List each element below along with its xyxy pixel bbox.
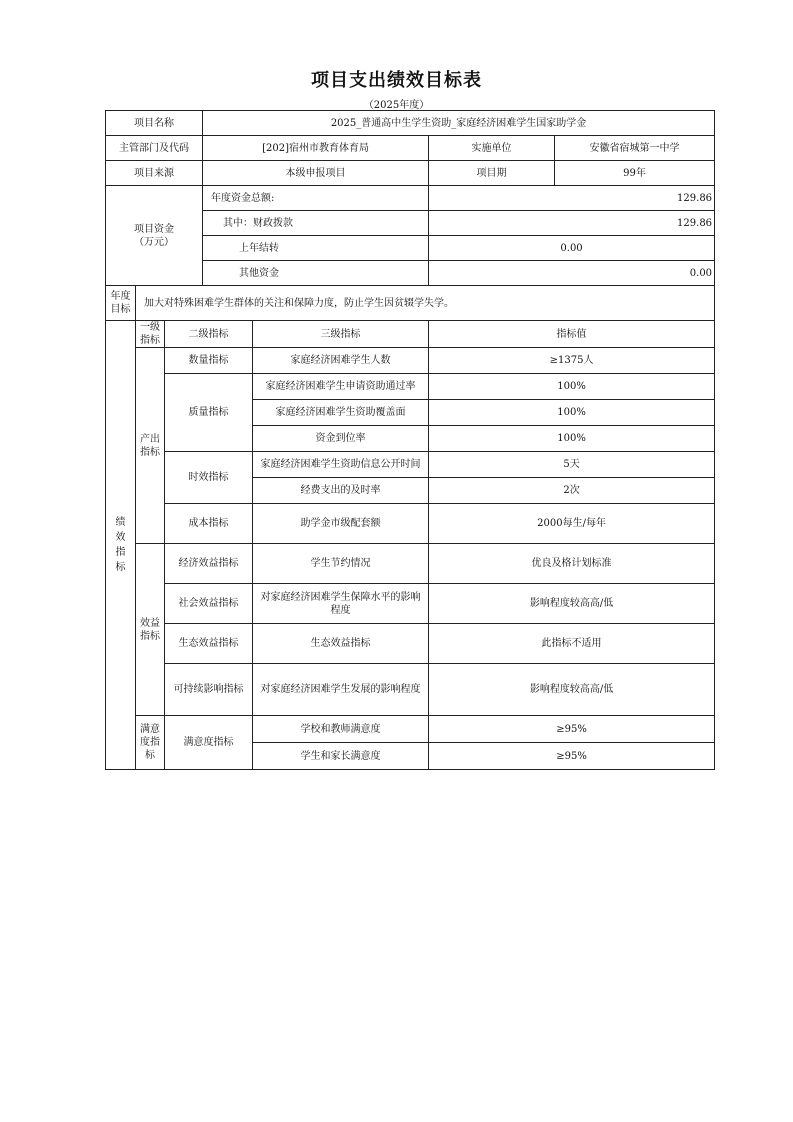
dept-value: [202]宿州市教育体育局 xyxy=(203,136,429,161)
funds-fiscal-label: 其中：财政拨款 xyxy=(203,211,429,236)
row-dept xyxy=(106,136,715,161)
funds-carry-label: 上年结转 xyxy=(203,236,429,261)
value-cell: ≥95% xyxy=(429,743,715,770)
period-label: 项目期 xyxy=(429,161,555,186)
effect-label-line1: 效益 xyxy=(140,617,160,629)
satisfaction-level2-label: 满意度指标 xyxy=(165,716,253,770)
page-title: 项目支出绩效目标表 xyxy=(311,70,482,91)
table-row xyxy=(106,348,715,374)
table-row xyxy=(106,624,715,664)
value-cell: ≥95% xyxy=(429,716,715,743)
indicator-cell: 资金到位率 xyxy=(253,426,429,452)
funds-label-line1: 项目资金 xyxy=(134,223,175,235)
goal-label xyxy=(106,286,136,321)
table-row xyxy=(106,544,715,584)
header-level1 xyxy=(136,321,165,348)
funds-label-line2: （万元） xyxy=(134,236,175,248)
cost-label: 成本指标 xyxy=(165,504,253,544)
indicator-cell: 学校和教师满意度 xyxy=(253,716,429,743)
header-level1-line1: 一级 xyxy=(140,322,160,333)
unit-label: 实施单位 xyxy=(429,136,555,161)
row-perf-header xyxy=(106,321,715,348)
indicator-cell: 对家庭经济困难学生保障水平的影响程度 xyxy=(253,584,429,624)
table-row xyxy=(106,504,715,544)
header-level3: 三级指标 xyxy=(253,321,429,348)
satisfaction-label-line3: 标 xyxy=(145,750,155,761)
indicator-cell: 学生和家长满意度 xyxy=(253,743,429,770)
performance-table xyxy=(105,110,715,770)
row-project-name xyxy=(106,111,715,136)
value-cell: 此指标不适用 xyxy=(429,624,715,664)
fiscal-year: （2025年度） xyxy=(363,100,430,111)
value-cell: 优良及格计划标准 xyxy=(429,544,715,584)
indicator-cell: 家庭经济困难学生人数 xyxy=(253,348,429,374)
project-name-value: 2025_普通高中生学生资助_家庭经济困难学生国家助学金 xyxy=(203,111,715,136)
value-cell: 影响程度较高高/低 xyxy=(429,584,715,624)
dept-label: 主管部门及代码 xyxy=(106,136,203,161)
funds-other-label: 其他资金 xyxy=(203,261,429,286)
goal-label-line2: 目标 xyxy=(110,304,131,315)
satisfaction-label-line2: 度指 xyxy=(140,737,160,748)
satisfaction-label xyxy=(136,716,165,770)
social-label: 社会效益指标 xyxy=(165,584,253,624)
source-value: 本级申报项目 xyxy=(203,161,429,186)
indicator-cell: 学生节约情况 xyxy=(253,544,429,584)
indicator-cell: 经费支出的及时率 xyxy=(253,478,429,504)
output-label-line1: 产出 xyxy=(140,433,160,445)
goal-text: 加大对特殊困难学生群体的关注和保障力度，防止学生因贫辍学失学。 xyxy=(136,286,715,321)
value-cell: 5天 xyxy=(429,452,715,478)
value-cell: 影响程度较高高/低 xyxy=(429,664,715,716)
value-cell: 100% xyxy=(429,374,715,400)
indicator-cell: 助学金市级配套额 xyxy=(253,504,429,544)
header-level2: 二级指标 xyxy=(165,321,253,348)
table-row xyxy=(106,374,715,400)
row-funds-total xyxy=(106,186,715,211)
header-value: 指标值 xyxy=(429,321,715,348)
funds-carry-value: 0.00 xyxy=(429,236,715,261)
goal-label-line1: 年度 xyxy=(110,291,131,302)
table-row xyxy=(106,716,715,743)
unit-value: 安徽省宿城第一中学 xyxy=(555,136,715,161)
quality-label: 质量指标 xyxy=(165,374,253,452)
output-label xyxy=(136,348,165,544)
value-cell: 2次 xyxy=(429,478,715,504)
funds-other-value: 0.00 xyxy=(429,261,715,286)
economic-label: 经济效益指标 xyxy=(165,544,253,584)
funds-total-value: 129.86 xyxy=(429,186,715,211)
row-goal xyxy=(106,286,715,321)
quantity-label: 数量指标 xyxy=(165,348,253,374)
table-row xyxy=(106,452,715,478)
period-value: 99年 xyxy=(555,161,715,186)
table-row xyxy=(106,664,715,716)
row-source xyxy=(106,161,715,186)
indicator-cell: 家庭经济困难学生资助信息公开时间 xyxy=(253,452,429,478)
source-label: 项目来源 xyxy=(106,161,203,186)
project-name-label: 项目名称 xyxy=(106,111,203,136)
effect-label xyxy=(136,544,165,716)
effect-label-line2: 指标 xyxy=(140,630,160,642)
value-cell: 100% xyxy=(429,426,715,452)
table-row xyxy=(106,584,715,624)
funds-fiscal-value: 129.86 xyxy=(429,211,715,236)
header-level1-line2: 指标 xyxy=(140,335,160,346)
value-cell: ≥1375人 xyxy=(429,348,715,374)
perf-group-label xyxy=(106,321,136,770)
sustainable-label: 可持续影响指标 xyxy=(165,664,253,716)
funds-total-label: 年度资金总额: xyxy=(203,186,429,211)
output-label-line2: 指标 xyxy=(140,446,160,458)
timeliness-label: 时效指标 xyxy=(165,452,253,504)
indicator-cell: 对家庭经济困难学生发展的影响程度 xyxy=(253,664,429,716)
value-cell: 2000每生/每年 xyxy=(429,504,715,544)
satisfaction-label-line1: 满意 xyxy=(140,724,160,735)
indicator-cell: 家庭经济困难学生申请资助通过率 xyxy=(253,374,429,400)
ecological-label: 生态效益指标 xyxy=(165,624,253,664)
funds-label xyxy=(106,186,203,286)
indicator-cell: 家庭经济困难学生资助覆盖面 xyxy=(253,400,429,426)
perf-group-label-text: 绩效指标 xyxy=(115,517,126,573)
value-cell: 100% xyxy=(429,400,715,426)
indicator-cell: 生态效益指标 xyxy=(253,624,429,664)
